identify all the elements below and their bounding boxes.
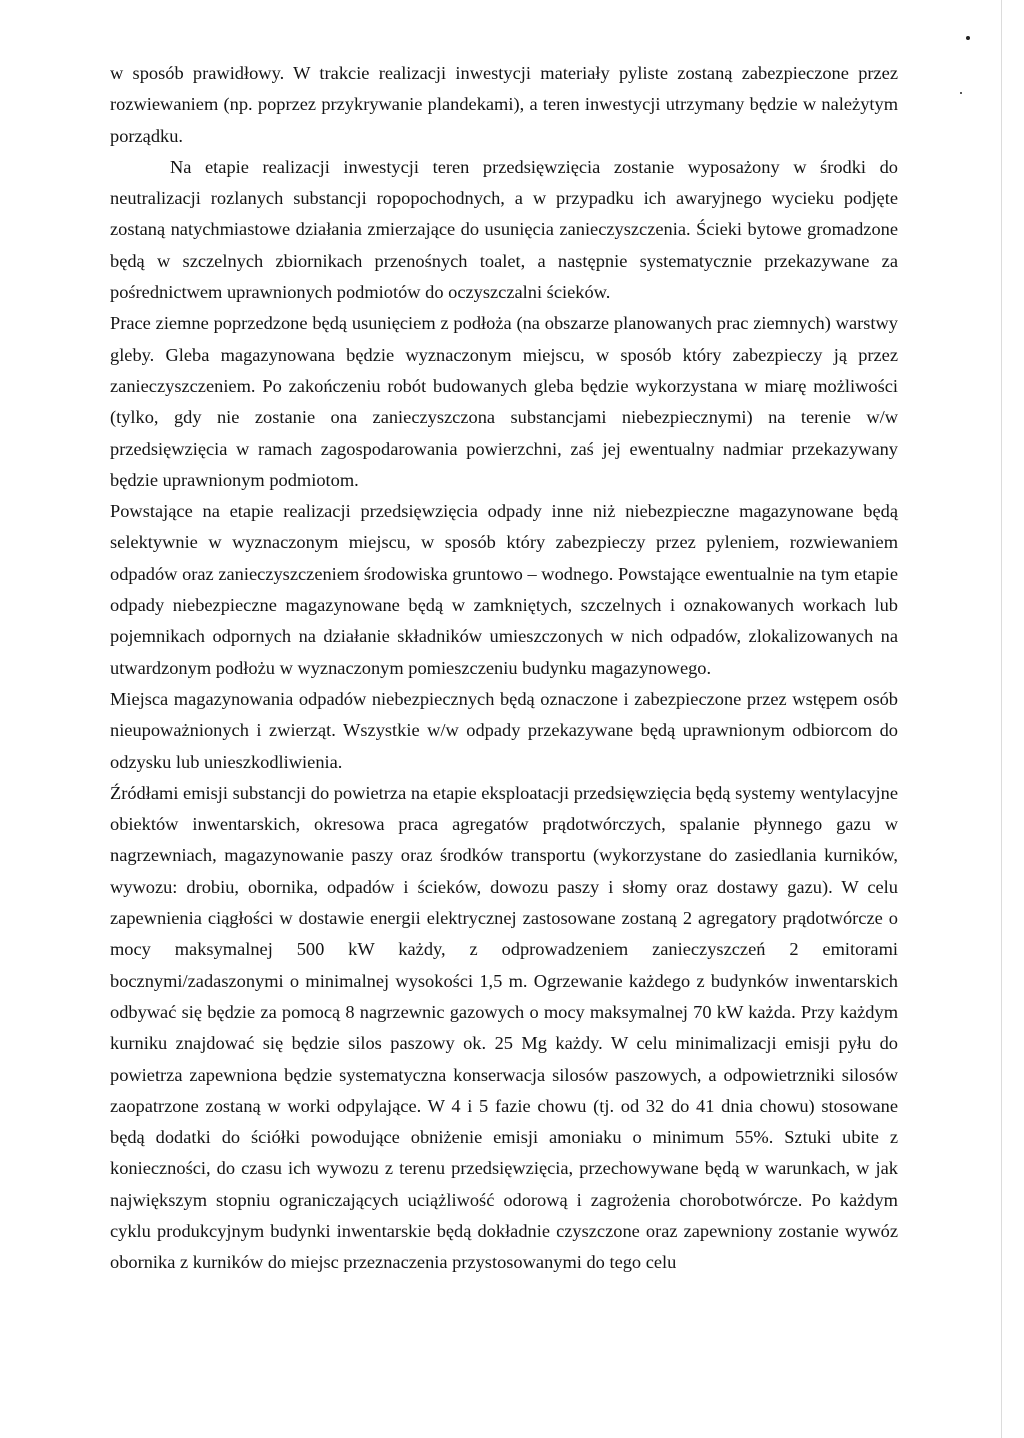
paragraph: Powstające na etapie realizacji przedsięwzięcia odpady inne niż niebezpieczne magazynowane będą selektywnie w wyznaczonym miejscu, w sposób który zabezpieczy przez pyleniem, rozwiewaniem odpadów oraz zanieczyszczeniem środowiska gruntowo – wodnego. Powstające ewentualnie na tym etapie odpady niebezpieczne magazynowane będą w zamkniętych, szczelnych i oznakowanych workach lub pojemnikach odpornych na działanie składników umieszczonych w nich odpadów, zlokalizowanych na utwardzonym podłożu w wyznaczonym pomieszczeniu budynku magazynowego.	[110, 501, 898, 678]
paragraph: Miejsca magazynowania odpadów niebezpiecznych będą oznaczone i zabezpieczone przez wstępem osób nieupoważnionych i zwierząt. Wszystkie w/w odpady przekazywane będą uprawnionym odbiorcom do odzysku lub unieszkodliwienia.	[110, 688, 898, 772]
scan-edge-line	[1001, 0, 1002, 1438]
paragraph: Prace ziemne poprzedzone będą usunięciem z podłoża (na obszarze planowanych prac ziemnych) warstwy gleby. Gleba magazynowana będzie wyznaczonym miejscu, w sposób który zabezpieczy ją przez zanieczyszczeniem. Po zakończeniu robót budowanych gleba będzie wykorzystana w miarę możliwości (tylko, gdy nie zostanie ona zanieczyszczona substancjami niebezpiecznymi) na terenie w/w przedsięwzięcia w ramach zagospodarowania powierzchni, zaś jej ewentualny nadmiar przekazywany będzie uprawnionym podmiotom.	[110, 313, 898, 490]
paragraph: Na etapie realizacji inwestycji teren przedsięwzięcia zostanie wyposażony w środki do neutralizacji rozlanych substancji ropopochodnych, a w przypadku ich awaryjnego wycieku podjęte zostaną natychmiastowe działania zmierzające do usunięcia zanieczyszczenia. Ścieki bytowe gromadzone będą w szczelnych zbiornikach przenośnych toalet, a następnie systematycznie przekazywane za pośrednictwem uprawnionych podmiotów do oczyszczalni ścieków.	[110, 156, 898, 303]
document-body	[110, 58, 898, 1279]
paragraph: Źródłami emisji substancji do powietrza na etapie eksploatacji przedsięwzięcia będą systemy wentylacyjne obiektów inwentarskich, okresowa praca agregatów prądotwórczych, spalanie płynnego gazu w nagrzewniach, magazynowanie paszy oraz środków transportu (wykorzystane do zasiedlania kurników, wywozu: drobiu, obornika, odpadów i ścieków, dowozu paszy i słomy oraz dostawy gazu). W celu zapewnienia ciągłości w dostawie energii elektrycznej zastosowane zostaną 2 agregatory prądotwórcze o mocy maksymalnej 500 kW każdy, z odprowadzeniem zanieczyszczeń 2 emitorami bocznymi/zadaszonymi o minimalnej wysokości 1,5 m. Ogrzewanie każdego z budynków inwentarskich odbywać się będzie za pomocą 8 nagrzewnic gazowych o mocy maksymalnej 70 kW każda. Przy każdym kurniku znajdować się będzie silos paszowy ok. 25 Mg każdy. W celu minimalizacji emisji pyłu do powietrza zapewniona będzie systematyczna konserwacja silosów paszowych, a odpowietrzniki silosów zaopatrzone zostaną w worki odpylające. W 4 i 5 fazie chowu (tj. od 32 do 41 dnia chowu) stosowane będą dodatki do ściółki powodujące obniżenie emisji amoniaku o minimum 55%. Sztuki ubite z konieczności, do czasu ich wywozu z terenu przedsięwzięcia, przechowywane będą w warunkach, w jak największym stopniu ograniczających uciążliwość odorową i zagrożenia chorobotwórcze. Po każdym cyklu produkcyjnym budynki inwentarskie będą dokładnie czyszczone oraz zapewniony zostanie wywóz obornika z kurników do miejsc przeznaczenia przystosowanymi do tego celu	[110, 782, 898, 1273]
scan-speck	[960, 92, 962, 94]
scan-speck	[966, 36, 970, 40]
paragraph: w sposób prawidłowy. W trakcie realizacji inwestycji materiały pyliste zostaną zabezpieczone przez rozwiewaniem (np. poprzez przykrywanie plandekami), a teren inwestycji utrzymany będzie w należytym porządku.	[110, 63, 898, 146]
